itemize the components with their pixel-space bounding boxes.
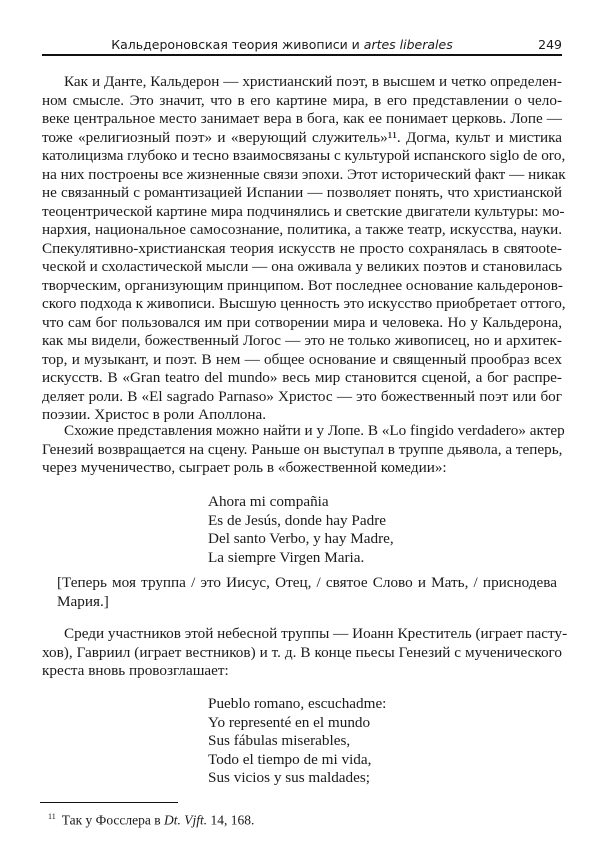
footnote-tail: 14, 168. [207, 812, 255, 828]
text-line: ского подхода к живописи. Высшую ценность это искусство приобретает оттого, [42, 295, 566, 312]
text-line: творческим, организующим принципом. Вот последнее основание кальдеронов- [42, 276, 563, 294]
text-line: не связанный с романтизацией Испании — позволяет понять, что христианской [42, 184, 562, 201]
text-line: [Теперь моя труппа / это Иисус, Отец, / святое Слово и Мать, / приснодева [57, 574, 557, 591]
page-number: 249 [538, 37, 562, 52]
running-title [42, 37, 522, 52]
text-line: Как и Данте, Кальдерон — христианский поэт, в высшем и четко определен- [64, 73, 562, 90]
text-line: поэзии. Христос в роли Аполлона. [42, 406, 267, 423]
text-line: католицизма глубоко и тесно взаимосвязаны с культурой испанского siglo de oro, [42, 147, 566, 164]
text-line: ческой и схоластической мысли — она оживала у великих поэтов и становилась [42, 258, 562, 275]
verse-line: Sus fábulas miserables, [208, 732, 351, 749]
verse-line: Sus vicios y sus maldades; [208, 769, 370, 786]
text-line: тоже «религиозный поэт» и «верующий служитель»¹¹. Догма, культ и мистика [42, 128, 562, 146]
running-title-italic: artes liberales [363, 37, 453, 52]
paragraph-2 [42, 422, 565, 478]
paragraph-1 [42, 73, 566, 425]
text-line: деляет роли. В «El sagrado Parnaso» Христос — это божественный поэт или бог [42, 387, 562, 405]
text-line: Спекулятивно-христианская теория искусств не просто сохранялась в святоote- [42, 239, 562, 257]
text-line: на них построены все жизненные связи эпохи. Этот исторический факт — никак [42, 165, 566, 183]
text-line: нархия, национальное самосознание, политика, а также театр, искусства, науки. [42, 221, 562, 238]
verse-line: Todo el tiempo de mi vida, [208, 750, 372, 768]
verse-translation [57, 574, 557, 611]
header-rule [42, 54, 562, 56]
verse-line: Del santo Verbo, y hay Madre, [208, 530, 394, 547]
verse-line: La siempre Virgen Maria. [208, 548, 365, 566]
verse-quote-1 [208, 493, 394, 567]
text-line: тор, и музыкант, и поэт. В нем — общее основание и священный прообраз всех [42, 350, 562, 368]
verse-line: Ahora mi compañia [208, 493, 329, 510]
text-line: ном смысле. Это значит, что в его картине мира, в его представлении о чело- [42, 91, 562, 109]
footnote-rule [40, 802, 178, 803]
running-header [42, 34, 562, 54]
running-title-text: Кальдероновская теория живописи и [111, 37, 364, 52]
verse-line: Es de Jesús, donde hay Padre [208, 511, 386, 529]
text-line: искусств. В «Gran teatro del mundo» весь мир становится сценой, а бог распре- [42, 369, 562, 386]
footnote [48, 812, 254, 829]
verse-line: Pueblo romano, escuchadme: [208, 695, 387, 712]
text-line: Генезий возвращается на сцену. Раньше он выступал в труппе дьявола, а теперь, [42, 440, 563, 458]
text-line: креста вновь провозглашает: [42, 662, 229, 679]
verse-line: Yo representé en el mundo [208, 713, 371, 731]
footnote-text: Так у Фосслера в [61, 812, 164, 828]
text-line: Схожие представления можно найти и у Лопе. В «Lo fingido verdadero» актер [64, 422, 565, 439]
footnote-source: Dt. Vjft. [164, 812, 208, 828]
text-line: что сам бог пользовался им при сотворении мира и человека. Но у Кальдерона, [42, 313, 562, 331]
text-line: теоцентрической картине мира подчинялись и светские двигатели культуры: мо- [42, 202, 565, 220]
text-line: через мученичество, сыграет роль в «божественной комедии»: [42, 459, 447, 476]
text-line: Среди участников этой небесной труппы — Иоанн Креститель (играет пасту- [64, 625, 568, 642]
paragraph-3 [42, 625, 568, 681]
footnote-number: 11 [48, 812, 56, 821]
text-line: веке центральное место занимает вера в бога, как ее понимает церковь. Лопе — [42, 110, 562, 127]
text-line: как мы видели, божественный Логос — это не только живописец, но и архитек- [42, 332, 562, 349]
verse-quote-2 [208, 695, 386, 788]
text-line: хов), Гавриил (играет вестников) и т. д. В конце пьесы Генезий с мученического [42, 643, 562, 661]
text-line: Мария.] [57, 592, 109, 610]
